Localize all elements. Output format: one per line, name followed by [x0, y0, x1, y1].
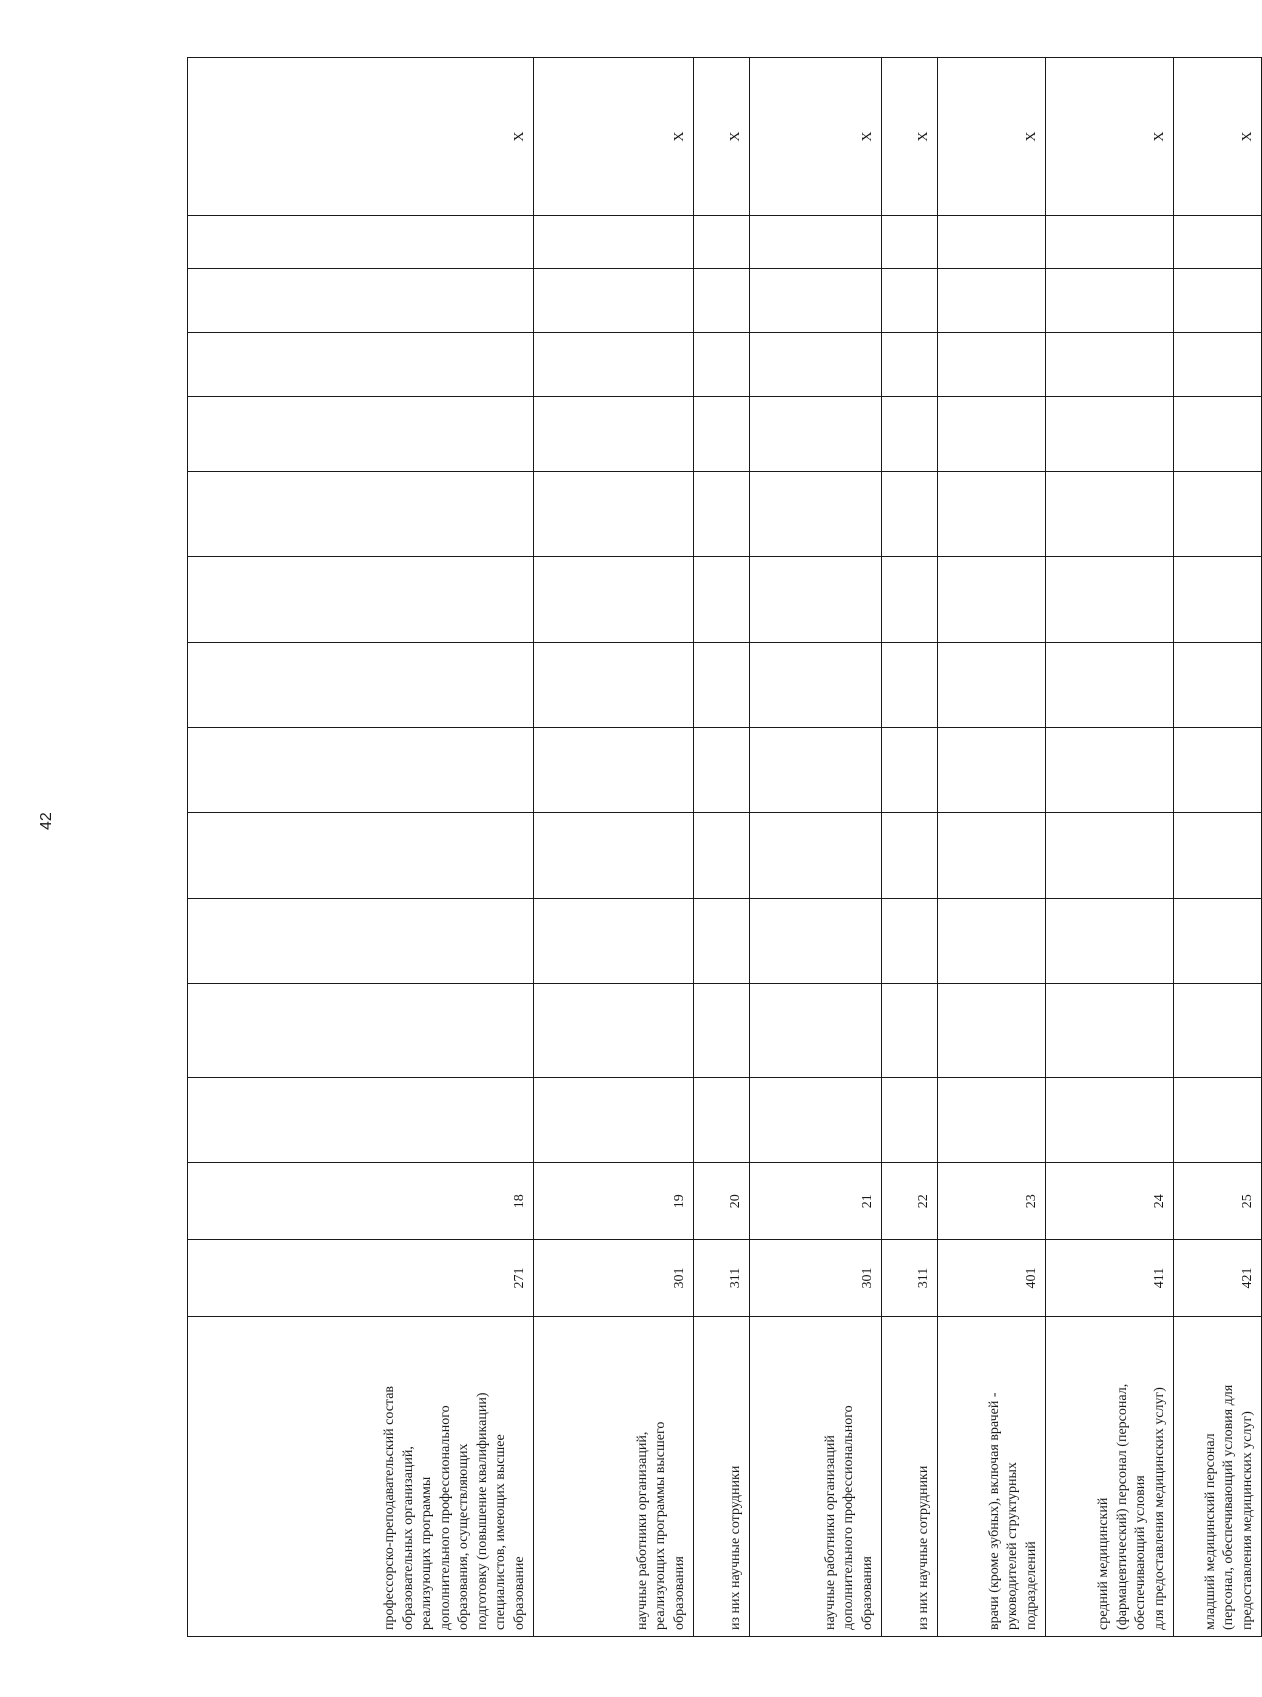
empty-cell [938, 642, 1046, 727]
row-code: 411 [1046, 1240, 1174, 1317]
empty-cell [882, 397, 938, 472]
empty-cell [694, 557, 750, 642]
description-line: специалистов, имеющих высшее [493, 1434, 509, 1630]
empty-cell [188, 216, 534, 269]
row-code: 301 [534, 1240, 694, 1317]
empty-cell [188, 728, 534, 813]
row-description [1174, 1316, 1262, 1636]
empty-cell [882, 984, 938, 1078]
row-number: 23 [938, 1163, 1046, 1240]
empty-cell [188, 984, 534, 1078]
empty-cell [188, 813, 534, 898]
empty-cell [534, 898, 694, 983]
empty-cell [694, 813, 750, 898]
table-row [1046, 58, 1174, 1637]
empty-cell [188, 472, 534, 557]
table-row [534, 58, 694, 1637]
empty-cell [750, 472, 882, 557]
empty-cell [1046, 269, 1174, 333]
empty-cell [694, 269, 750, 333]
empty-cell [188, 397, 534, 472]
empty-cell [1046, 1077, 1174, 1162]
empty-cell [694, 216, 750, 269]
empty-cell [1174, 557, 1262, 642]
empty-cell [534, 333, 694, 397]
empty-cell [750, 397, 882, 472]
empty-cell [750, 813, 882, 898]
empty-cell [534, 397, 694, 472]
empty-cell [750, 984, 882, 1078]
description-line: образование [511, 1556, 527, 1630]
empty-cell [1174, 898, 1262, 983]
empty-cell [750, 1077, 882, 1162]
empty-cell [188, 898, 534, 983]
empty-cell [750, 216, 882, 269]
empty-cell [1046, 728, 1174, 813]
row-description [694, 1316, 750, 1636]
empty-cell [694, 728, 750, 813]
empty-cell [750, 898, 882, 983]
empty-cell [938, 216, 1046, 269]
description-line: для предоставления медицинских услуг) [1151, 1387, 1167, 1630]
x-mark: X [188, 58, 534, 216]
description-line: подготовку (повышение квалификации) [474, 1392, 490, 1630]
empty-cell [1174, 642, 1262, 727]
empty-cell [534, 269, 694, 333]
empty-cell [694, 333, 750, 397]
empty-cell [750, 557, 882, 642]
empty-cell [938, 813, 1046, 898]
description-line: младший медицинский персонал [1202, 1433, 1218, 1630]
row-description [534, 1316, 694, 1636]
table-row [188, 58, 534, 1637]
empty-cell [1174, 269, 1262, 333]
rotated-table-wrapper [187, 57, 1255, 1637]
description-line: руководителей структурных [1005, 1462, 1021, 1630]
row-number: 22 [882, 1163, 938, 1240]
empty-cell [1046, 984, 1174, 1078]
description-line: врачи (кроме зубных), включая врачей - [986, 1392, 1002, 1630]
empty-cell [694, 984, 750, 1078]
row-number: 24 [1046, 1163, 1174, 1240]
empty-cell [938, 269, 1046, 333]
empty-cell [534, 472, 694, 557]
row-description [1046, 1316, 1174, 1636]
empty-cell [750, 333, 882, 397]
x-mark: X [882, 58, 938, 216]
empty-cell [1046, 557, 1174, 642]
empty-cell [938, 397, 1046, 472]
empty-cell [694, 397, 750, 472]
table-row [694, 58, 750, 1637]
empty-cell [882, 269, 938, 333]
row-code: 301 [750, 1240, 882, 1317]
description-line: дополнительного профессионального [841, 1405, 857, 1630]
empty-cell [882, 557, 938, 642]
empty-cell [1174, 397, 1262, 472]
empty-cell [750, 269, 882, 333]
description-line: (фармацевтический) персонал (персонал, [1114, 1383, 1130, 1630]
page-number: 42 [38, 812, 55, 830]
empty-cell [1174, 472, 1262, 557]
empty-cell [938, 472, 1046, 557]
empty-cell [534, 813, 694, 898]
empty-cell [938, 557, 1046, 642]
empty-cell [188, 333, 534, 397]
empty-cell [534, 728, 694, 813]
description-line: из них научные сотрудники [915, 1465, 931, 1630]
row-description [750, 1316, 882, 1636]
x-mark: X [938, 58, 1046, 216]
empty-cell [1174, 813, 1262, 898]
row-number: 25 [1174, 1163, 1262, 1240]
x-mark: X [694, 58, 750, 216]
description-line: образования, осуществляющих [456, 1443, 472, 1630]
empty-cell [534, 642, 694, 727]
description-line: научные работники организаций [822, 1435, 838, 1630]
empty-cell [1046, 813, 1174, 898]
empty-cell [882, 898, 938, 983]
empty-cell [1174, 984, 1262, 1078]
row-code: 271 [188, 1240, 534, 1317]
row-description [882, 1316, 938, 1636]
empty-cell [1046, 898, 1174, 983]
x-mark: X [1174, 58, 1262, 216]
empty-cell [882, 642, 938, 727]
empty-cell [882, 472, 938, 557]
empty-cell [938, 333, 1046, 397]
empty-cell [694, 1077, 750, 1162]
description-line: средний медицинский [1096, 1497, 1112, 1630]
x-mark: X [750, 58, 882, 216]
table-row [882, 58, 938, 1637]
empty-cell [1046, 642, 1174, 727]
description-line: образования [671, 1556, 687, 1630]
empty-cell [1046, 216, 1174, 269]
empty-cell [882, 813, 938, 898]
empty-cell [938, 1077, 1046, 1162]
row-code: 311 [882, 1240, 938, 1317]
table-row [1174, 58, 1262, 1637]
empty-cell [1174, 216, 1262, 269]
description-line: образовательных организаций, [400, 1446, 416, 1630]
description-line: образования [859, 1556, 875, 1630]
table-row [938, 58, 1046, 1637]
row-code: 401 [938, 1240, 1046, 1317]
description-line: предоставления медицинских услуг) [1239, 1411, 1255, 1630]
empty-cell [188, 557, 534, 642]
row-number: 18 [188, 1163, 534, 1240]
empty-cell [882, 216, 938, 269]
empty-cell [750, 642, 882, 727]
row-code: 311 [694, 1240, 750, 1317]
description-line: обеспечивающий условия [1133, 1475, 1149, 1630]
empty-cell [534, 216, 694, 269]
staff-table [187, 57, 1262, 1637]
row-number: 21 [750, 1163, 882, 1240]
description-line: из них научные сотрудники [727, 1465, 743, 1630]
description-line: дополнительного профессионального [437, 1405, 453, 1630]
empty-cell [1046, 472, 1174, 557]
empty-cell [534, 1077, 694, 1162]
empty-cell [882, 728, 938, 813]
empty-cell [534, 984, 694, 1078]
empty-cell [1046, 397, 1174, 472]
empty-cell [882, 333, 938, 397]
empty-cell [938, 984, 1046, 1078]
description-line: реализующих программы высшего [653, 1421, 669, 1630]
empty-cell [1046, 333, 1174, 397]
empty-cell [1174, 1077, 1262, 1162]
empty-cell [694, 472, 750, 557]
row-number: 19 [534, 1163, 694, 1240]
description-line: (персонал, обеспечивающий условия для [1221, 1384, 1237, 1630]
row-description [188, 1316, 534, 1636]
description-line: научные работники организаций, [634, 1431, 650, 1630]
x-mark: X [534, 58, 694, 216]
empty-cell [188, 642, 534, 727]
empty-cell [188, 269, 534, 333]
empty-cell [694, 898, 750, 983]
empty-cell [750, 728, 882, 813]
description-line: реализующих программы [419, 1476, 435, 1630]
table-row [750, 58, 882, 1637]
empty-cell [534, 557, 694, 642]
empty-cell [938, 728, 1046, 813]
row-description [938, 1316, 1046, 1636]
empty-cell [1174, 333, 1262, 397]
row-code: 421 [1174, 1240, 1262, 1317]
row-number: 20 [694, 1163, 750, 1240]
empty-cell [694, 642, 750, 727]
empty-cell [882, 1077, 938, 1162]
description-line: подразделений [1023, 1541, 1039, 1630]
empty-cell [938, 898, 1046, 983]
x-mark: X [1046, 58, 1174, 216]
empty-cell [188, 1077, 534, 1162]
description-line: профессорско-преподавательский состав [382, 1385, 398, 1630]
empty-cell [1174, 728, 1262, 813]
